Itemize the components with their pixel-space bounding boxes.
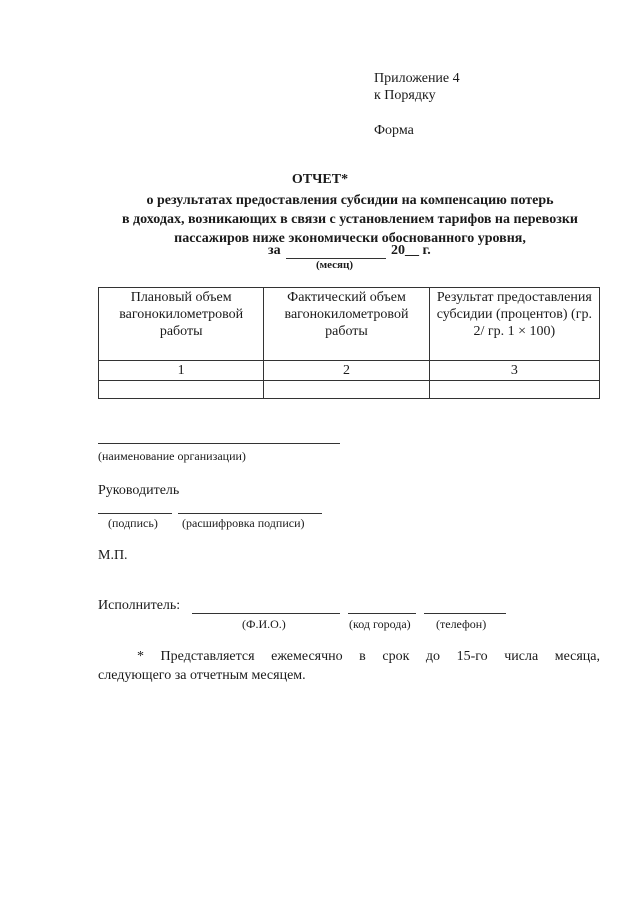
period-prefix: за <box>268 243 281 258</box>
column-number-1: 1 <box>99 361 264 381</box>
organization-name-line[interactable] <box>98 443 340 444</box>
signature-line[interactable] <box>98 513 172 514</box>
report-subtitle-line-1: о результатах предоставления субсидии на компенсацию потерь <box>146 193 554 208</box>
report-title: ОТЧЕТ* <box>291 172 349 187</box>
executor-label: Исполнитель: <box>98 598 181 613</box>
report-table <box>98 287 600 399</box>
month-caption: (месяц) <box>316 259 354 271</box>
header-planned-volume: Плановый объем вагонокилометровой работы <box>99 288 264 361</box>
table-number-row <box>99 361 600 381</box>
fio-caption: (Ф.И.О.) <box>242 617 286 631</box>
signature-decode-line[interactable] <box>178 513 322 514</box>
period-year: 20__ г. <box>391 243 431 258</box>
phone-line[interactable] <box>424 613 506 614</box>
order-reference: к Порядку <box>374 88 436 103</box>
header-subsidy-result: Результат предоставления субсидии (процентов) (гр. 2/ гр. 1 × 100) <box>429 288 599 361</box>
cell-subsidy-result[interactable] <box>429 381 599 399</box>
head-label: Руководитель <box>98 483 180 498</box>
report-subtitle-line-2: в доходах, возникающих в связи с установлением тарифов на перевозки <box>122 212 578 227</box>
executor-name-line[interactable] <box>192 613 340 614</box>
stamp-label: М.П. <box>98 548 128 563</box>
phone-caption: (телефон) <box>436 617 487 631</box>
organization-caption: (наименование организации) <box>98 449 246 463</box>
city-code-caption: (код города) <box>349 617 411 631</box>
footnote-line-1: * Представляется ежемесячно в срок до 15-го числа месяца, <box>137 649 600 664</box>
signature-decode-caption: (расшифровка подписи) <box>182 516 305 530</box>
column-number-2: 2 <box>264 361 429 381</box>
report-subtitle-line-3: пассажиров ниже экономически обоснованного уровня, <box>174 231 526 246</box>
footnote-line-2: следующего за отчетным месяцем. <box>98 668 306 683</box>
column-number-3: 3 <box>429 361 599 381</box>
cell-planned-volume[interactable] <box>99 381 264 399</box>
signature-caption: (подпись) <box>108 516 158 530</box>
table-header-row <box>99 288 600 361</box>
table-data-row <box>99 381 600 399</box>
appendix-label: Приложение 4 <box>374 71 460 86</box>
header-actual-volume: Фактический объем вагонокилометровой работы <box>264 288 429 361</box>
city-code-line[interactable] <box>348 613 416 614</box>
cell-actual-volume[interactable] <box>264 381 429 399</box>
form-label: Форма <box>374 123 414 138</box>
